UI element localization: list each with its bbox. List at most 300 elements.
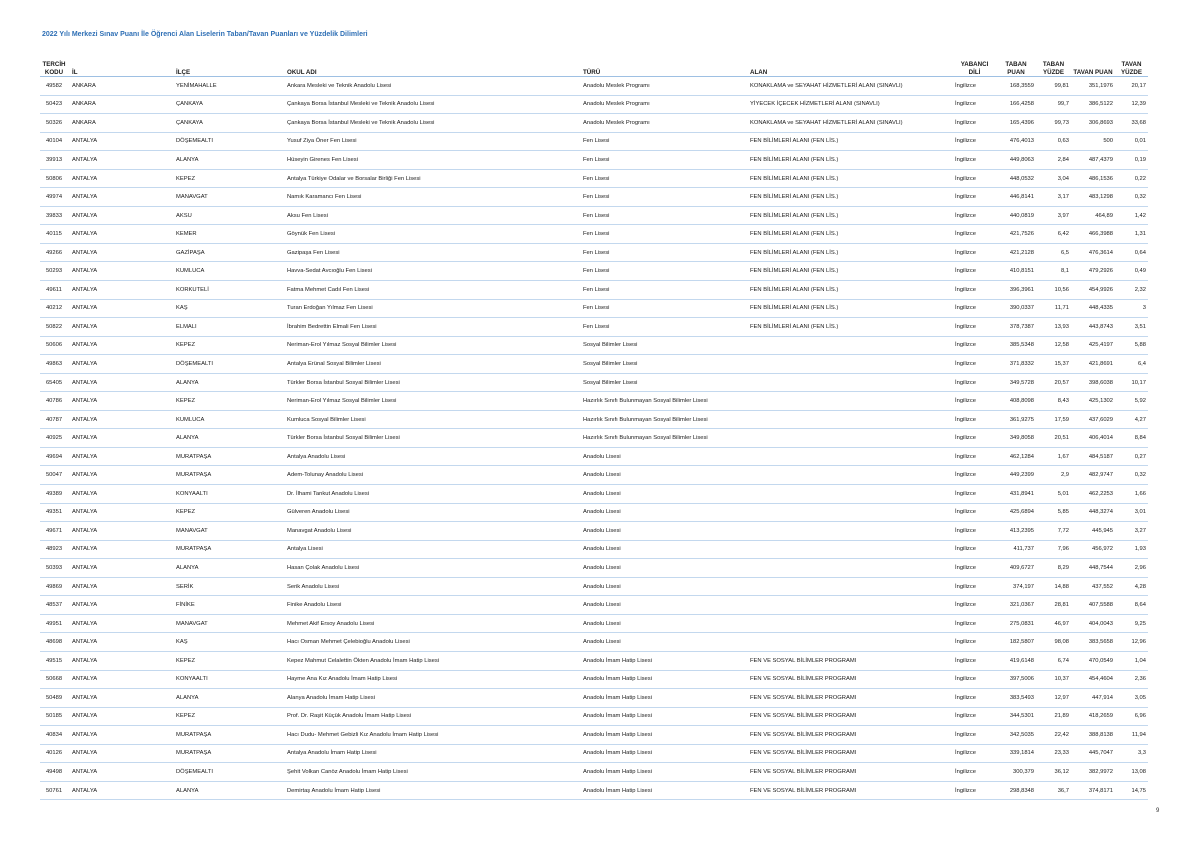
cell-yabanci-dili: İngilizce <box>953 744 996 763</box>
cell-alan <box>748 429 953 448</box>
cell-taban-yuzde: 12,97 <box>1036 689 1071 708</box>
cell-alan <box>748 410 953 429</box>
cell-yabanci-dili: İngilizce <box>953 373 996 392</box>
cell-yabanci-dili: İngilizce <box>953 466 996 485</box>
cell-taban-yuzde: 99,7 <box>1036 95 1071 114</box>
cell-turu: Anadolu İmam Hatip Lisesi <box>581 781 748 800</box>
table-row <box>40 225 1148 244</box>
header-taban-yuzde: TABAN YÜZDE <box>1036 56 1071 77</box>
table-row <box>40 503 1148 522</box>
cell-tavan-puan: 386,5122 <box>1071 95 1115 114</box>
table-row <box>40 559 1148 578</box>
cell-ilce: AKSU <box>174 206 285 225</box>
cell-tavan-yuzde: 8,64 <box>1115 596 1148 615</box>
cell-ilce: DÖŞEMEALTI <box>174 763 285 782</box>
cell-alan: FEN BİLİMLERİ ALANI (FEN LİS.) <box>748 151 953 170</box>
cell-ilce: KAŞ <box>174 633 285 652</box>
cell-alan <box>748 373 953 392</box>
cell-turu: Anadolu Lisesi <box>581 466 748 485</box>
cell-tavan-puan: 407,5588 <box>1071 596 1115 615</box>
cell-tavan-puan: 404,0043 <box>1071 614 1115 633</box>
cell-okul-adi: Finike Anadolu Lisesi <box>285 596 581 615</box>
cell-tavan-yuzde: 2,32 <box>1115 281 1148 300</box>
table-row <box>40 485 1148 504</box>
cell-il: ANTALYA <box>68 670 174 689</box>
cell-ilce: GAZİPAŞA <box>174 243 285 262</box>
cell-okul-adi: Antalya Lisesi <box>285 540 581 559</box>
cell-il: ANTALYA <box>68 262 174 281</box>
cell-okul-adi: Türkler Borsa İstanbul Sosyal Bilimler Lisesi <box>285 429 581 448</box>
cell-tavan-puan: 483,1298 <box>1071 188 1115 207</box>
cell-tavan-puan: 445,7047 <box>1071 744 1115 763</box>
cell-taban-yuzde: 28,81 <box>1036 596 1071 615</box>
table-row <box>40 744 1148 763</box>
header-tavan-puan: TAVAN PUAN <box>1071 56 1115 77</box>
cell-taban-puan: 371,8332 <box>996 355 1036 374</box>
cell-taban-yuzde: 6,74 <box>1036 651 1071 670</box>
cell-turu: Anadolu Lisesi <box>581 596 748 615</box>
cell-il: ANKARA <box>68 114 174 133</box>
cell-taban-puan: 419,6148 <box>996 651 1036 670</box>
cell-il: ANTALYA <box>68 707 174 726</box>
cell-tercih-kodu: 50393 <box>40 559 68 578</box>
cell-ilce: MURATPAŞA <box>174 540 285 559</box>
cell-tercih-kodu: 40126 <box>40 744 68 763</box>
cell-yabanci-dili: İngilizce <box>953 689 996 708</box>
cell-il: ANTALYA <box>68 410 174 429</box>
table-row <box>40 522 1148 541</box>
cell-taban-puan: 397,5006 <box>996 670 1036 689</box>
cell-tavan-puan: 479,2926 <box>1071 262 1115 281</box>
cell-tavan-puan: 448,7544 <box>1071 559 1115 578</box>
header-tavan-yuzde: TAVAN YÜZDE <box>1115 56 1148 77</box>
table-row <box>40 689 1148 708</box>
cell-tercih-kodu: 39833 <box>40 206 68 225</box>
cell-tavan-puan: 437,552 <box>1071 577 1115 596</box>
cell-okul-adi: Manavgat Anadolu Lisesi <box>285 522 581 541</box>
cell-il: ANTALYA <box>68 577 174 596</box>
cell-alan: KONAKLAMA ve SEYAHAT HİZMETLERİ ALANI (SINAVLI) <box>748 114 953 133</box>
cell-tercih-kodu: 49498 <box>40 763 68 782</box>
cell-taban-yuzde: 8,1 <box>1036 262 1071 281</box>
cell-il: ANTALYA <box>68 540 174 559</box>
cell-tavan-puan: 398,6038 <box>1071 373 1115 392</box>
cell-ilce: MANAVGAT <box>174 614 285 633</box>
cell-okul-adi: Fatma Mehmet Cadıl Fen Lisesi <box>285 281 581 300</box>
cell-taban-puan: 339,1814 <box>996 744 1036 763</box>
cell-taban-yuzde: 11,71 <box>1036 299 1071 318</box>
cell-yabanci-dili: İngilizce <box>953 299 996 318</box>
table-row <box>40 670 1148 689</box>
cell-taban-yuzde: 20,51 <box>1036 429 1071 448</box>
cell-tavan-puan: 464,89 <box>1071 206 1115 225</box>
cell-okul-adi: Hasan Çolak Anadolu Lisesi <box>285 559 581 578</box>
cell-il: ANTALYA <box>68 429 174 448</box>
cell-tavan-yuzde: 3,51 <box>1115 318 1148 337</box>
cell-tavan-puan: 448,3274 <box>1071 503 1115 522</box>
cell-okul-adi: Çankaya Borsa İstanbul Mesleki ve Teknik Anadolu Lisesi <box>285 114 581 133</box>
cell-alan <box>748 614 953 633</box>
cell-okul-adi: Antalya Anadolu İmam Hatip Lisesi <box>285 744 581 763</box>
cell-tavan-yuzde: 4,28 <box>1115 577 1148 596</box>
table-body <box>40 77 1148 800</box>
cell-turu: Sosyal Bilimler Lisesi <box>581 355 748 374</box>
cell-alan <box>748 485 953 504</box>
cell-yabanci-dili: İngilizce <box>953 596 996 615</box>
cell-tercih-kodu: 50423 <box>40 95 68 114</box>
cell-turu: Anadolu Lisesi <box>581 540 748 559</box>
cell-ilce: SERİK <box>174 577 285 596</box>
cell-tavan-puan: 448,4335 <box>1071 299 1115 318</box>
cell-taban-puan: 396,3961 <box>996 281 1036 300</box>
cell-taban-yuzde: 98,08 <box>1036 633 1071 652</box>
cell-ilce: DÖŞEMEALTI <box>174 132 285 151</box>
cell-il: ANTALYA <box>68 447 174 466</box>
cell-alan: KONAKLAMA ve SEYAHAT HİZMETLERİ ALANI (SINAVLI) <box>748 77 953 96</box>
cell-yabanci-dili: İngilizce <box>953 707 996 726</box>
header-okul-adi: OKUL ADI <box>285 56 581 77</box>
header-il: İL <box>68 56 174 77</box>
table-row <box>40 763 1148 782</box>
cell-yabanci-dili: İngilizce <box>953 485 996 504</box>
cell-yabanci-dili: İngilizce <box>953 355 996 374</box>
cell-yabanci-dili: İngilizce <box>953 262 996 281</box>
cell-taban-yuzde: 1,67 <box>1036 447 1071 466</box>
cell-okul-adi: Mehmet Akif Ersoy Anadolu Lisesi <box>285 614 581 633</box>
cell-tavan-yuzde: 0,49 <box>1115 262 1148 281</box>
cell-tavan-puan: 382,9972 <box>1071 763 1115 782</box>
cell-tercih-kodu: 49863 <box>40 355 68 374</box>
cell-tercih-kodu: 65405 <box>40 373 68 392</box>
cell-taban-puan: 383,5493 <box>996 689 1036 708</box>
cell-tercih-kodu: 50761 <box>40 781 68 800</box>
cell-okul-adi: Serik Anadolu Lisesi <box>285 577 581 596</box>
header-ilce: İLÇE <box>174 56 285 77</box>
cell-yabanci-dili: İngilizce <box>953 522 996 541</box>
cell-alan: FEN VE SOSYAL BİLİMLER PROGRAMI <box>748 763 953 782</box>
cell-tavan-puan: 466,3988 <box>1071 225 1115 244</box>
cell-taban-puan: 425,6894 <box>996 503 1036 522</box>
cell-okul-adi: Yusuf Ziya Öner Fen Lisesi <box>285 132 581 151</box>
cell-tercih-kodu: 49389 <box>40 485 68 504</box>
cell-alan: FEN VE SOSYAL BİLİMLER PROGRAMI <box>748 689 953 708</box>
cell-taban-puan: 300,379 <box>996 763 1036 782</box>
cell-tavan-yuzde: 1,66 <box>1115 485 1148 504</box>
cell-tercih-kodu: 50822 <box>40 318 68 337</box>
cell-turu: Hazırlık Sınıfı Bulunmayan Sosyal Bilimler Lisesi <box>581 410 748 429</box>
cell-taban-yuzde: 8,43 <box>1036 392 1071 411</box>
cell-alan <box>748 559 953 578</box>
cell-yabanci-dili: İngilizce <box>953 540 996 559</box>
cell-taban-yuzde: 99,81 <box>1036 77 1071 96</box>
cell-tavan-yuzde: 3,3 <box>1115 744 1148 763</box>
cell-yabanci-dili: İngilizce <box>953 225 996 244</box>
cell-alan <box>748 336 953 355</box>
cell-tavan-yuzde: 8,84 <box>1115 429 1148 448</box>
cell-tavan-yuzde: 1,31 <box>1115 225 1148 244</box>
cell-ilce: MURATPAŞA <box>174 726 285 745</box>
table-row <box>40 151 1148 170</box>
cell-alan <box>748 392 953 411</box>
table-row <box>40 114 1148 133</box>
cell-turu: Fen Lisesi <box>581 281 748 300</box>
cell-taban-puan: 449,8063 <box>996 151 1036 170</box>
cell-il: ANTALYA <box>68 781 174 800</box>
cell-taban-puan: 408,8098 <box>996 392 1036 411</box>
cell-ilce: ALANYA <box>174 781 285 800</box>
cell-taban-yuzde: 21,89 <box>1036 707 1071 726</box>
cell-okul-adi: Alanya Anadolu İmam Hatip Lisesi <box>285 689 581 708</box>
cell-taban-yuzde: 5,01 <box>1036 485 1071 504</box>
cell-taban-yuzde: 15,37 <box>1036 355 1071 374</box>
cell-il: ANTALYA <box>68 633 174 652</box>
cell-taban-yuzde: 6,5 <box>1036 243 1071 262</box>
cell-ilce: KEMER <box>174 225 285 244</box>
cell-alan: FEN VE SOSYAL BİLİMLER PROGRAMI <box>748 670 953 689</box>
cell-taban-puan: 349,8058 <box>996 429 1036 448</box>
cell-okul-adi: Gülveren Anadolu Lisesi <box>285 503 581 522</box>
cell-yabanci-dili: İngilizce <box>953 243 996 262</box>
cell-taban-puan: 409,6727 <box>996 559 1036 578</box>
cell-tavan-yuzde: 0,22 <box>1115 169 1148 188</box>
cell-alan: FEN BİLİMLERİ ALANI (FEN LİS.) <box>748 225 953 244</box>
cell-turu: Anadolu Lisesi <box>581 633 748 652</box>
cell-tavan-puan: 454,4604 <box>1071 670 1115 689</box>
cell-tercih-kodu: 40925 <box>40 429 68 448</box>
cell-turu: Fen Lisesi <box>581 299 748 318</box>
cell-turu: Fen Lisesi <box>581 206 748 225</box>
cell-alan: FEN BİLİMLERİ ALANI (FEN LİS.) <box>748 169 953 188</box>
cell-taban-puan: 421,2128 <box>996 243 1036 262</box>
cell-yabanci-dili: İngilizce <box>953 651 996 670</box>
header-yabanci-dili: YABANCI DİLİ <box>953 56 996 77</box>
cell-tavan-yuzde: 5,92 <box>1115 392 1148 411</box>
cell-taban-puan: 349,5728 <box>996 373 1036 392</box>
cell-yabanci-dili: İngilizce <box>953 281 996 300</box>
table-row <box>40 299 1148 318</box>
cell-il: ANTALYA <box>68 132 174 151</box>
cell-tavan-puan: 406,4014 <box>1071 429 1115 448</box>
cell-tavan-puan: 418,2659 <box>1071 707 1115 726</box>
cell-tercih-kodu: 49611 <box>40 281 68 300</box>
cell-tavan-yuzde: 6,4 <box>1115 355 1148 374</box>
cell-ilce: MURATPAŞA <box>174 744 285 763</box>
cell-okul-adi: Turan Erdoğan Yılmaz Fen Lisesi <box>285 299 581 318</box>
cell-tavan-yuzde: 1,93 <box>1115 540 1148 559</box>
cell-taban-yuzde: 3,04 <box>1036 169 1071 188</box>
cell-alan: FEN BİLİMLERİ ALANI (FEN LİS.) <box>748 262 953 281</box>
cell-tavan-puan: 500 <box>1071 132 1115 151</box>
cell-turu: Anadolu İmam Hatip Lisesi <box>581 651 748 670</box>
cell-tercih-kodu: 48923 <box>40 540 68 559</box>
table-row <box>40 651 1148 670</box>
table-row <box>40 373 1148 392</box>
cell-turu: Fen Lisesi <box>581 318 748 337</box>
cell-taban-yuzde: 13,93 <box>1036 318 1071 337</box>
cell-tercih-kodu: 40104 <box>40 132 68 151</box>
cell-taban-puan: 385,5348 <box>996 336 1036 355</box>
cell-taban-puan: 476,4013 <box>996 132 1036 151</box>
cell-turu: Anadolu İmam Hatip Lisesi <box>581 689 748 708</box>
cell-ilce: DÖŞEMEALTI <box>174 355 285 374</box>
table-row <box>40 633 1148 652</box>
cell-taban-yuzde: 5,85 <box>1036 503 1071 522</box>
cell-yabanci-dili: İngilizce <box>953 763 996 782</box>
cell-ilce: KEPEZ <box>174 169 285 188</box>
cell-alan: FEN VE SOSYAL BİLİMLER PROGRAMI <box>748 726 953 745</box>
cell-il: ANTALYA <box>68 744 174 763</box>
cell-ilce: ALANYA <box>174 151 285 170</box>
cell-ilce: ALANYA <box>174 373 285 392</box>
cell-taban-yuzde: 7,72 <box>1036 522 1071 541</box>
cell-yabanci-dili: İngilizce <box>953 206 996 225</box>
cell-taban-yuzde: 99,73 <box>1036 114 1071 133</box>
cell-turu: Anadolu Lisesi <box>581 503 748 522</box>
cell-tercih-kodu: 50489 <box>40 689 68 708</box>
cell-tavan-yuzde: 0,32 <box>1115 466 1148 485</box>
cell-il: ANTALYA <box>68 522 174 541</box>
cell-turu: Fen Lisesi <box>581 262 748 281</box>
cell-ilce: KEPEZ <box>174 651 285 670</box>
cell-okul-adi: Kepez Mahmut Celalettin Ökten Anadolu İmam Hatip Lisesi <box>285 651 581 670</box>
cell-ilce: KUMLUCA <box>174 262 285 281</box>
cell-tercih-kodu: 49694 <box>40 447 68 466</box>
cell-tavan-yuzde: 12,96 <box>1115 633 1148 652</box>
cell-yabanci-dili: İngilizce <box>953 726 996 745</box>
cell-ilce: ALANYA <box>174 689 285 708</box>
table-row <box>40 318 1148 337</box>
table-row <box>40 707 1148 726</box>
cell-tavan-puan: 374,8171 <box>1071 781 1115 800</box>
cell-yabanci-dili: İngilizce <box>953 410 996 429</box>
cell-turu: Anadolu Meslek Programı <box>581 95 748 114</box>
cell-turu: Fen Lisesi <box>581 243 748 262</box>
cell-ilce: ÇANKAYA <box>174 95 285 114</box>
table-row <box>40 781 1148 800</box>
cell-okul-adi: Antalya Erünal Sosyal Bilimler Lisesi <box>285 355 581 374</box>
cell-il: ANTALYA <box>68 336 174 355</box>
cell-tavan-puan: 425,1302 <box>1071 392 1115 411</box>
cell-ilce: MURATPAŞA <box>174 447 285 466</box>
cell-yabanci-dili: İngilizce <box>953 318 996 337</box>
table-row <box>40 206 1148 225</box>
cell-tavan-puan: 306,8693 <box>1071 114 1115 133</box>
cell-alan: FEN BİLİMLERİ ALANI (FEN LİS.) <box>748 299 953 318</box>
cell-tavan-puan: 421,8691 <box>1071 355 1115 374</box>
cell-alan: FEN VE SOSYAL BİLİMLER PROGRAMI <box>748 651 953 670</box>
cell-okul-adi: Ankara Mesleki ve Teknik Anadolu Lisesi <box>285 77 581 96</box>
cell-ilce: FİNİKE <box>174 596 285 615</box>
cell-turu: Anadolu İmam Hatip Lisesi <box>581 670 748 689</box>
cell-yabanci-dili: İngilizce <box>953 670 996 689</box>
cell-alan: FEN BİLİMLERİ ALANI (FEN LİS.) <box>748 206 953 225</box>
cell-yabanci-dili: İngilizce <box>953 151 996 170</box>
cell-ilce: KONYAALTI <box>174 670 285 689</box>
cell-taban-yuzde: 36,7 <box>1036 781 1071 800</box>
cell-tavan-puan: 470,0549 <box>1071 651 1115 670</box>
cell-tavan-yuzde: 9,25 <box>1115 614 1148 633</box>
cell-ilce: ELMALI <box>174 318 285 337</box>
cell-taban-puan: 342,5035 <box>996 726 1036 745</box>
cell-turu: Anadolu Lisesi <box>581 559 748 578</box>
cell-alan <box>748 577 953 596</box>
cell-alan: FEN VE SOSYAL BİLİMLER PROGRAMI <box>748 781 953 800</box>
cell-yabanci-dili: İngilizce <box>953 429 996 448</box>
cell-turu: Sosyal Bilimler Lisesi <box>581 336 748 355</box>
cell-tavan-yuzde: 2,36 <box>1115 670 1148 689</box>
cell-turu: Anadolu Lisesi <box>581 614 748 633</box>
table-row <box>40 188 1148 207</box>
cell-taban-yuzde: 2,9 <box>1036 466 1071 485</box>
cell-taban-yuzde: 20,57 <box>1036 373 1071 392</box>
cell-yabanci-dili: İngilizce <box>953 77 996 96</box>
cell-yabanci-dili: İngilizce <box>953 577 996 596</box>
cell-taban-puan: 410,8151 <box>996 262 1036 281</box>
cell-okul-adi: Adem-Tolunay Anadolu Lisesi <box>285 466 581 485</box>
cell-okul-adi: Şehit Volkan Canöz Anadolu İmam Hatip Lisesi <box>285 763 581 782</box>
table-row <box>40 355 1148 374</box>
table-row <box>40 169 1148 188</box>
cell-tercih-kodu: 50047 <box>40 466 68 485</box>
cell-okul-adi: Demirtaş Anadolu İmam Hatip Lisesi <box>285 781 581 800</box>
table-row <box>40 429 1148 448</box>
table-row <box>40 577 1148 596</box>
cell-tercih-kodu: 50293 <box>40 262 68 281</box>
cell-okul-adi: Dr. İlhami Tankut Anadolu Lisesi <box>285 485 581 504</box>
cell-tavan-yuzde: 3 <box>1115 299 1148 318</box>
cell-il: ANTALYA <box>68 651 174 670</box>
cell-turu: Fen Lisesi <box>581 225 748 244</box>
cell-ilce: MANAVGAT <box>174 522 285 541</box>
cell-turu: Fen Lisesi <box>581 169 748 188</box>
cell-tercih-kodu: 40115 <box>40 225 68 244</box>
cell-tercih-kodu: 40787 <box>40 410 68 429</box>
cell-alan <box>748 522 953 541</box>
cell-il: ANTALYA <box>68 169 174 188</box>
cell-il: ANTALYA <box>68 596 174 615</box>
cell-tercih-kodu: 49974 <box>40 188 68 207</box>
cell-taban-puan: 165,4396 <box>996 114 1036 133</box>
cell-tercih-kodu: 50668 <box>40 670 68 689</box>
cell-okul-adi: Aksu Fen Lisesi <box>285 206 581 225</box>
cell-il: ANTALYA <box>68 206 174 225</box>
cell-taban-yuzde: 8,29 <box>1036 559 1071 578</box>
cell-okul-adi: Hacı Osman Mehmet Çelebioğlu Anadolu Lisesi <box>285 633 581 652</box>
cell-tercih-kodu: 49351 <box>40 503 68 522</box>
cell-ilce: KONYAALTI <box>174 485 285 504</box>
cell-il: ANTALYA <box>68 281 174 300</box>
cell-tavan-yuzde: 0,01 <box>1115 132 1148 151</box>
cell-il: ANTALYA <box>68 318 174 337</box>
cell-taban-yuzde: 22,42 <box>1036 726 1071 745</box>
page-number: 9 <box>1156 808 1160 814</box>
cell-il: ANTALYA <box>68 151 174 170</box>
cell-turu: Anadolu Meslek Programı <box>581 114 748 133</box>
cell-ilce: ÇANKAYA <box>174 114 285 133</box>
cell-tavan-yuzde: 3,05 <box>1115 689 1148 708</box>
cell-okul-adi: Neriman-Erol Yılmaz Sosyal Bilimler Lisesi <box>285 392 581 411</box>
cell-ilce: KEPEZ <box>174 503 285 522</box>
cell-il: ANTALYA <box>68 188 174 207</box>
table-row <box>40 77 1148 96</box>
cell-tavan-puan: 443,8743 <box>1071 318 1115 337</box>
cell-taban-puan: 440,0819 <box>996 206 1036 225</box>
cell-tercih-kodu: 39913 <box>40 151 68 170</box>
cell-tavan-yuzde: 0,19 <box>1115 151 1148 170</box>
cell-tavan-yuzde: 0,32 <box>1115 188 1148 207</box>
table-row <box>40 95 1148 114</box>
cell-il: ANTALYA <box>68 355 174 374</box>
